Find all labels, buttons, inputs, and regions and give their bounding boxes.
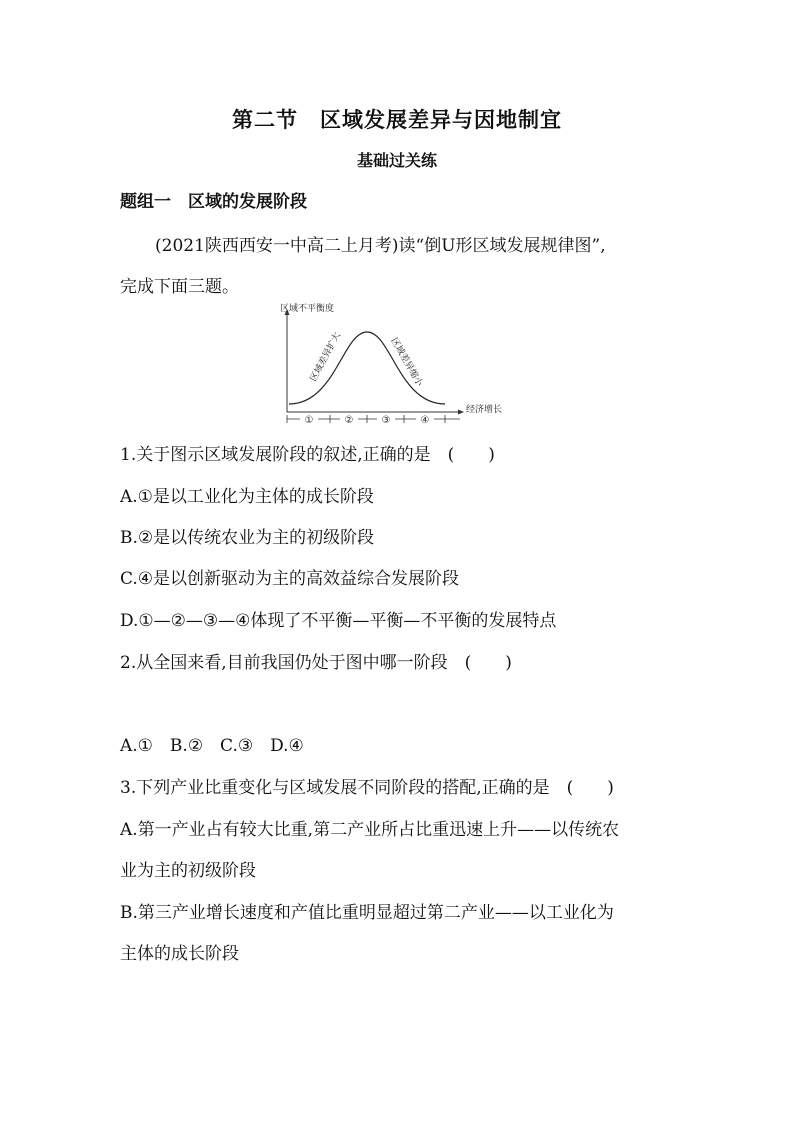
y-axis-label: 区域不平衡度 — [280, 304, 335, 314]
falling-label: 区域差异缩小 — [388, 336, 425, 389]
question-1-option-d: D.①—②—③—④体现了不平衡—平衡—不平衡的发展特点 — [120, 611, 557, 631]
question-3-option-b-line-1: B.第三产业增长速度和产值比重明显超过第二产业——以工业化为 — [120, 903, 614, 923]
page-title: 第二节 区域发展差异与因地制宜 — [232, 107, 562, 132]
group-heading: 题组一 区域的发展阶段 — [120, 192, 307, 212]
section-subtitle: 基础过关练 — [356, 151, 437, 170]
stage-label-3: ③ — [381, 415, 391, 426]
question-1-option-b: B.②是以传统农业为主的初级阶段 — [120, 528, 375, 548]
question-2-stem: 2.从全国来看,目前我国仍处于图中哪一阶段 ( ) — [120, 653, 512, 673]
question-3-option-a-line-2: 业为主的初级阶段 — [120, 861, 256, 881]
question-3-stem: 3.下列产业比重变化与区域发展不同阶段的搭配,正确的是 ( ) — [120, 778, 614, 798]
stage-label-4: ④ — [420, 415, 430, 426]
question-3-option-b-line-2: 主体的成长阶段 — [120, 944, 239, 964]
x-axis-arrow — [458, 410, 464, 415]
inverted-u-diagram — [275, 300, 515, 430]
x-axis-label: 经济增长 — [466, 405, 503, 415]
question-2-options: A.① B.② C.③ D.④ — [120, 736, 304, 756]
stage-label-2: ② — [344, 415, 354, 426]
intro-line-1: (2021陕西西安一中高二上月考)读“倒U形区域发展规律图”, — [155, 236, 606, 256]
rising-label: 区域差异扩大 — [308, 331, 344, 384]
question-1-option-c: C.④是以创新驱动为主的高效益综合发展阶段 — [120, 569, 460, 589]
question-3-option-a-line-1: A.第一产业占有较大比重,第二产业所占比重迅速上升——以传统农 — [120, 820, 620, 840]
question-1-stem: 1.关于图示区域发展阶段的叙述,正确的是 ( ) — [120, 445, 495, 465]
stage-label-1: ① — [304, 415, 314, 426]
question-1-option-a: A.①是以工业化为主体的成长阶段 — [120, 487, 374, 507]
inverted-u-curve — [289, 332, 445, 404]
intro-line-2: 完成下面三题。 — [120, 277, 239, 297]
